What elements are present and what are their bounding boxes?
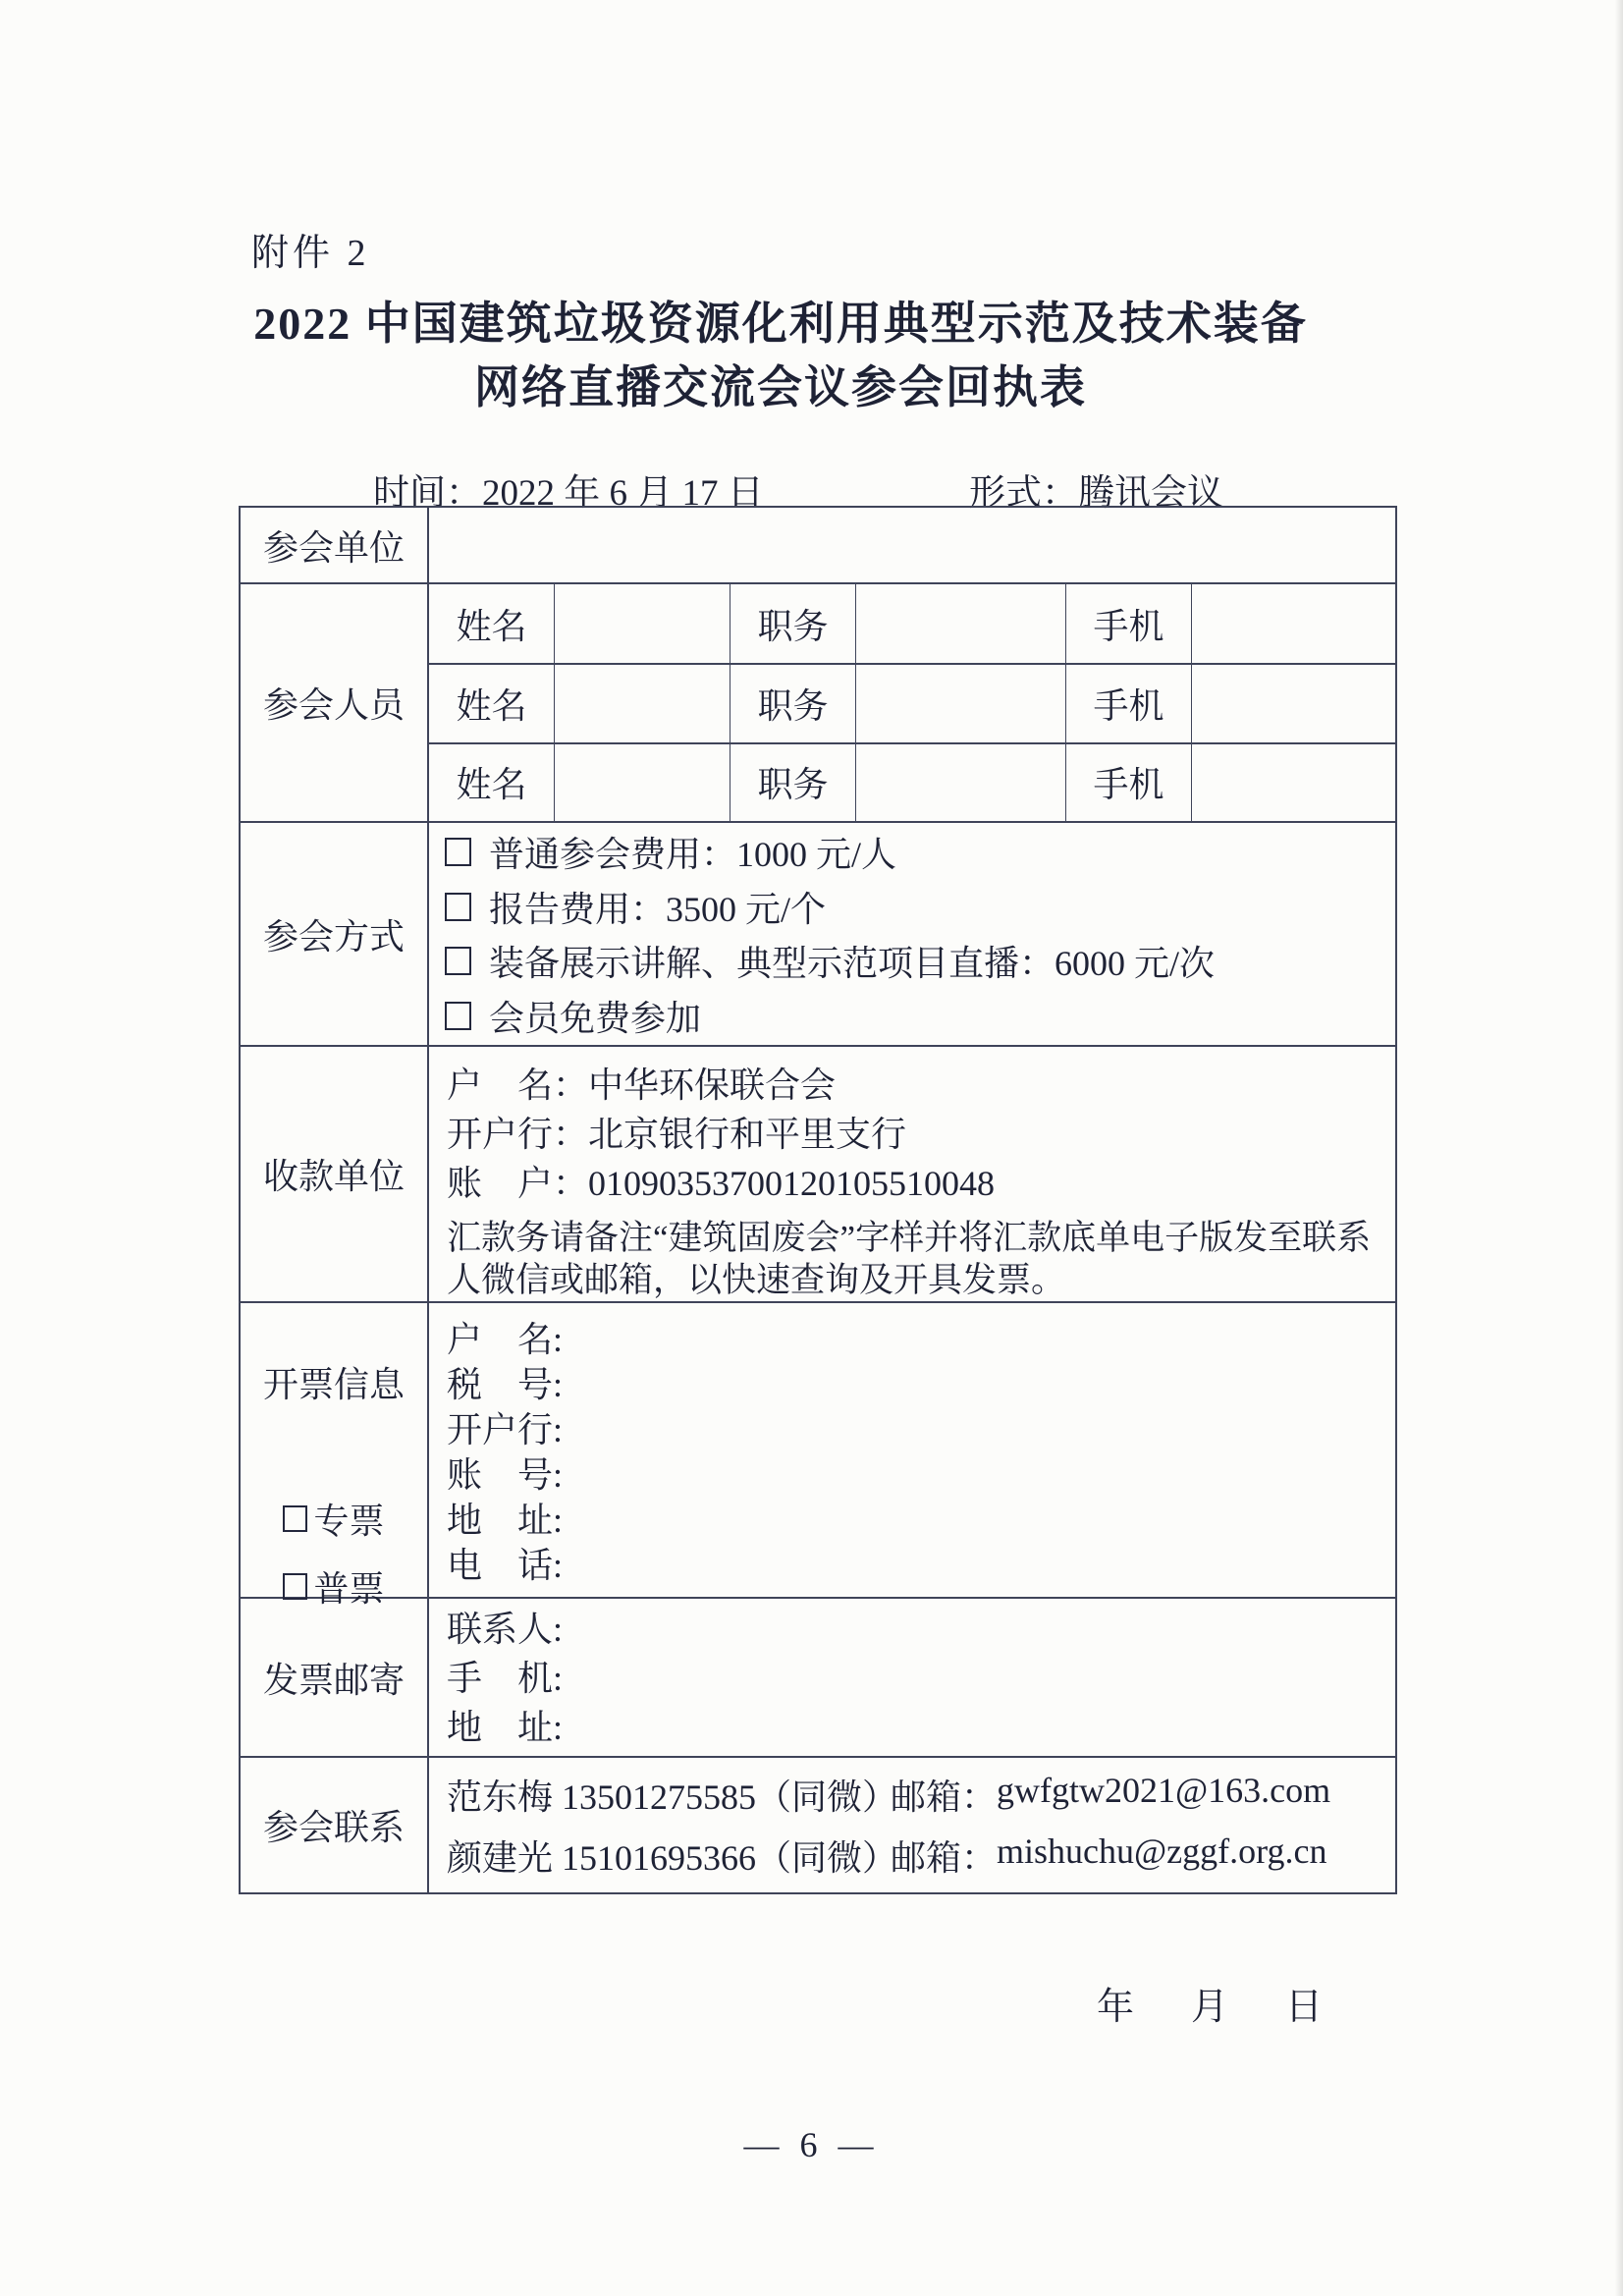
- signature-day: 日: [1285, 1987, 1324, 2028]
- payee-bank: 开户行：北京银行和平里支行: [447, 1115, 907, 1154]
- payee-account-name: 户 名：中华环保联合会: [447, 1066, 837, 1105]
- participant-phone-value: [1191, 744, 1395, 821]
- participant-name-value: [554, 744, 730, 821]
- method-option-label: 会员免费参加: [489, 998, 702, 1038]
- participant-phone-label: 手机: [1065, 584, 1191, 663]
- participant-name-label: 姓名: [456, 765, 527, 805]
- method-option: [445, 882, 1395, 932]
- invoice-type-checkboxes: [283, 1494, 384, 1612]
- meeting-time: 时间：2022 年 6 月 17 日: [373, 473, 764, 514]
- mailing-row: [241, 1597, 1395, 1756]
- invoice-label: 开票信息: [262, 1365, 405, 1404]
- participant-name-value: [554, 584, 730, 663]
- method-option-label: 装备展示讲解、典型示范项目直播：6000 元/次: [489, 944, 1216, 984]
- participants-label: 参会人员: [241, 584, 429, 821]
- contact-person-phone: 范东梅 13501275585（同微）: [447, 1777, 898, 1817]
- method-row: [241, 821, 1395, 1045]
- participant-position-label: 职务: [730, 744, 855, 821]
- participants-row: [241, 582, 1395, 821]
- participant-name-value: [554, 665, 730, 741]
- contact-row: [241, 1756, 1395, 1892]
- participant-position-value: [855, 744, 1065, 821]
- contact-email-label: 邮箱：: [891, 1838, 998, 1879]
- unit-value-cell: [429, 508, 1395, 582]
- contact-email-label: 邮箱：: [891, 1777, 998, 1817]
- invoice-type-special: [283, 1494, 384, 1544]
- invoice-field-account-name: 户 名:: [447, 1320, 564, 1359]
- payee-account-number: 账 户：01090353700120105510048: [447, 1164, 996, 1203]
- attachment-label: 附件 2: [251, 233, 370, 274]
- contact-email: mishuchu@zggf.org.cn: [997, 1831, 1327, 1872]
- contact-entry: [447, 1831, 1395, 1881]
- contact-list: [429, 1758, 1395, 1892]
- registration-table: [239, 506, 1397, 1894]
- participant-position-label: 职务: [730, 665, 855, 741]
- mailing-fields: [429, 1599, 1395, 1752]
- payee-label: 收款单位: [241, 1047, 429, 1301]
- method-option-label: 报告费用：3500 元/个: [489, 889, 827, 929]
- invoice-field-address: 地 址:: [447, 1501, 564, 1540]
- contact-person-phone: 颜建光 15101695366（同微）: [447, 1838, 898, 1879]
- contact-entry: [447, 1770, 1395, 1820]
- checkbox-icon: [445, 947, 471, 975]
- document-title: [147, 292, 1414, 419]
- contact-label: 参会联系: [241, 1758, 429, 1892]
- checkbox-icon: [283, 1505, 307, 1532]
- signature-year: 年: [1097, 1987, 1135, 2028]
- method-option-label: 普通参会费用：1000 元/人: [489, 835, 897, 875]
- invoice-row: [241, 1301, 1395, 1609]
- page-number: — 6 —: [743, 2125, 880, 2164]
- participants-grid: [429, 584, 1395, 821]
- participant-name-label: 姓名: [456, 606, 527, 646]
- mailing-field-contact: 联系人:: [447, 1610, 564, 1649]
- invoice-field-account-number: 账 号:: [447, 1455, 564, 1495]
- invoice-type-special-label: 专票: [313, 1502, 385, 1541]
- invoice-field-phone: 电 话:: [447, 1546, 564, 1585]
- participant-name-label: 姓名: [456, 686, 527, 726]
- invoice-fields: [429, 1303, 1395, 1588]
- invoice-field-bank: 开户行:: [447, 1410, 564, 1449]
- participant-phone-label: 手机: [1065, 665, 1191, 741]
- method-option: [445, 991, 1395, 1041]
- method-option: [445, 827, 1395, 877]
- participant-position-value: [855, 665, 1065, 741]
- title-line-2: 网络直播交流会议参会回执表: [474, 362, 1087, 412]
- unit-row: [241, 508, 1395, 582]
- participant-phone-value: [1191, 665, 1395, 741]
- participant-phone-value: [1191, 584, 1395, 663]
- participant-row: [429, 584, 1395, 663]
- participant-row: [429, 742, 1395, 821]
- meeting-format: 形式：腾讯会议: [969, 473, 1223, 514]
- participant-row: [429, 663, 1395, 741]
- checkbox-icon: [445, 838, 471, 866]
- signature-date: [1097, 1976, 1323, 2030]
- checkbox-icon: [445, 1002, 471, 1030]
- checkbox-icon: [445, 893, 471, 921]
- method-label: 参会方式: [241, 823, 429, 1045]
- participant-position-label: 职务: [730, 584, 855, 663]
- participant-phone-label: 手机: [1065, 744, 1191, 821]
- invoice-label-cell: [241, 1303, 429, 1609]
- signature-month: 月: [1191, 1987, 1229, 2028]
- invoice-type-general-label: 普票: [313, 1569, 385, 1609]
- payee-remittance-note: 汇款务请备注“建筑固废会”字样并将汇款底单电子版发至联系人微信或邮箱，以快速查询及开具发票。: [447, 1219, 1372, 1299]
- invoice-field-tax-id: 税 号:: [447, 1365, 564, 1404]
- participant-position-value: [855, 584, 1065, 663]
- mailing-field-phone: 手 机:: [447, 1659, 564, 1698]
- payee-details: [429, 1047, 1395, 1301]
- checkbox-icon: [283, 1573, 307, 1600]
- title-line-1: 2022 中国建筑垃圾资源化利用典型示范及技术装备: [253, 299, 1308, 349]
- method-options: [429, 823, 1395, 1045]
- mailing-field-address: 地 址:: [447, 1708, 564, 1747]
- payee-row: [241, 1045, 1395, 1301]
- contact-email: gwfgtw2021@163.com: [997, 1770, 1331, 1810]
- method-option: [445, 936, 1395, 986]
- mailing-label: 发票邮寄: [241, 1599, 429, 1756]
- unit-label: 参会单位: [241, 508, 429, 582]
